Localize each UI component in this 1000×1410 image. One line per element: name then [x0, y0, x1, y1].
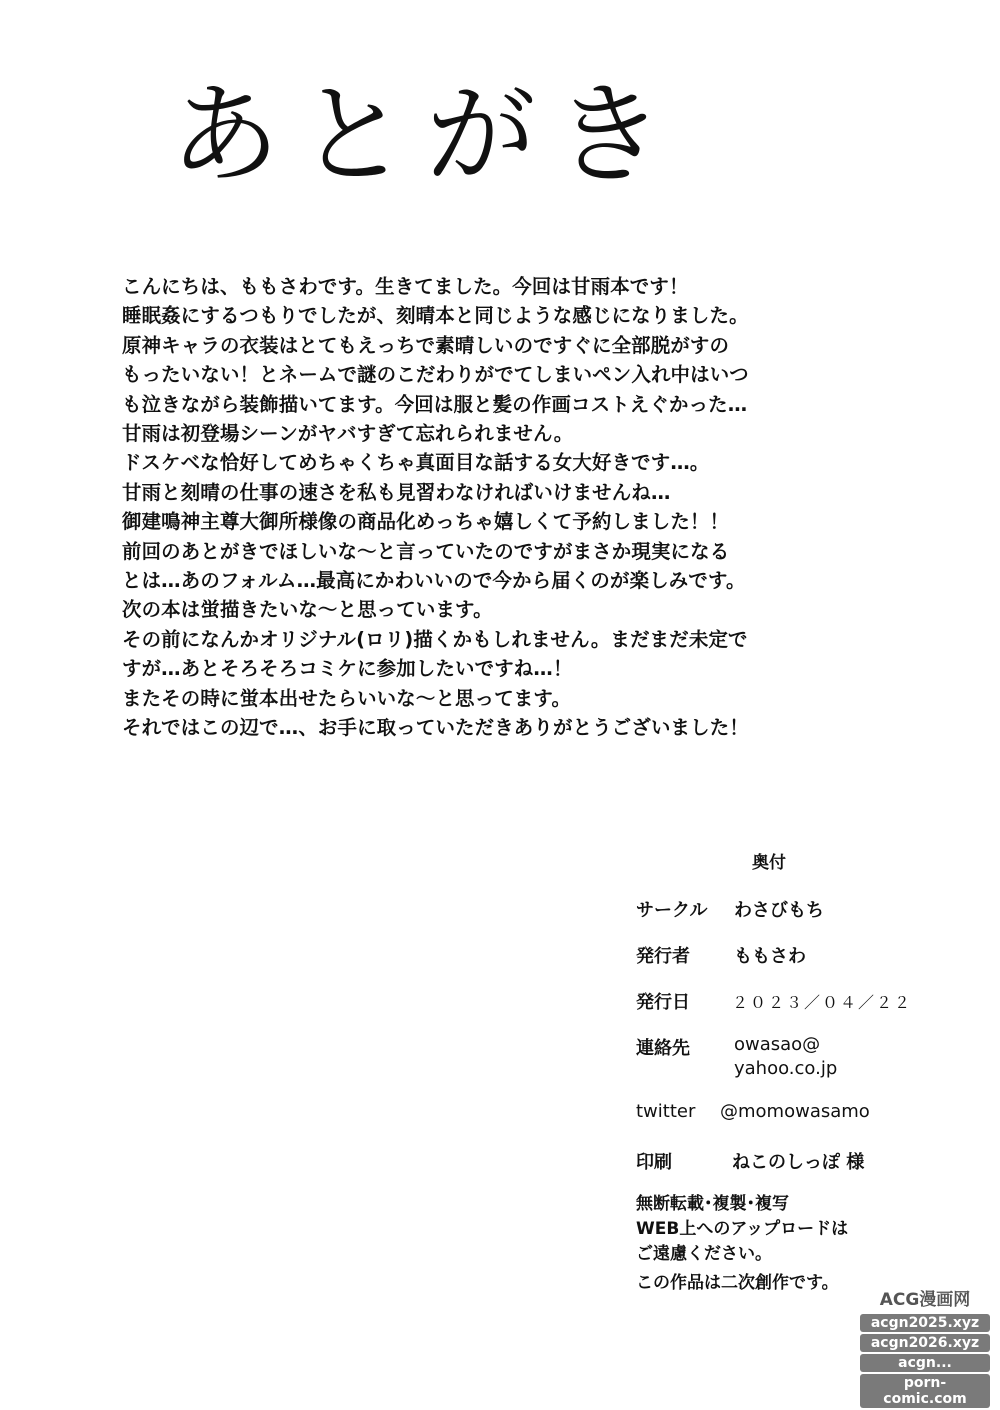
body-line: その前になんかオリジナル(ロリ)描くかもしれません。まだまだ未定で: [122, 627, 748, 651]
body-line: 次の本は蛍描きたいな～と思っています。: [122, 598, 493, 622]
body-line: 前回のあとがきでほしいな～と言っていたのですがまさか現実になる: [122, 539, 730, 563]
colophon-row-twitter: [636, 1101, 870, 1122]
watermark-logo: ACG漫画网: [860, 1283, 990, 1312]
body-line: 甘雨は初登場シーンがヤバすぎて忘れられません。: [122, 422, 574, 446]
body-line: も泣きながら装飾描いてます。今回は服と髪の作画コストえぐかった…: [122, 392, 748, 416]
date-label: 発行日: [636, 992, 690, 1013]
body-line: またその時に蛍本出せたらいいな～と思ってます。: [122, 686, 572, 710]
body-line: すが…あとそろそろコミケに参加したいですね…！: [122, 657, 573, 681]
circle-value: わさびもち: [734, 900, 824, 921]
body-line: 原神キャラの衣装はとてもえっちで素晴しいのですぐに全部脱がすの: [122, 333, 730, 357]
watermark-line: acgn2026.xyz: [860, 1334, 990, 1352]
twitter-value: @momowasamo: [720, 1101, 870, 1122]
watermark-line: acgn2025.xyz: [860, 1314, 990, 1332]
body-line: 甘雨と刻晴の仕事の速さを私も見習わなければいけませんね…: [122, 480, 671, 504]
colophon-row-print: [636, 1148, 865, 1174]
contact-value-line1: owasao@: [734, 1034, 821, 1055]
body-line: とは…あのフォルム…最高にかわいいので今から届くのが楽しみです。: [122, 569, 746, 593]
colophon-row-circle: [636, 896, 824, 922]
publisher-value: ももさわ: [734, 946, 806, 967]
body-line: もったいない！とネームで謎のこだわりがでてしまいペン入れ中はいつ: [122, 363, 749, 387]
watermark-line: porn-comic.com: [860, 1374, 990, 1408]
body-line: 睡眠姦にするつもりでしたが、刻晴本と同じような感じになりました。: [122, 304, 749, 328]
afterword-body: [122, 272, 882, 743]
legal-line: WEB上へのアップロードは: [636, 1219, 849, 1239]
print-value: ねこのしっぽ 様: [732, 1152, 865, 1173]
legal-line: この作品は二次創作です。: [636, 1273, 839, 1293]
body-line: それではこの辺で…、お手に取っていただきありがとうございました！: [122, 716, 749, 740]
publisher-label: 発行者: [636, 946, 690, 967]
colophon-row-date: [636, 988, 913, 1014]
twitter-label: twitter: [636, 1101, 696, 1122]
colophon-row-publisher: [636, 942, 806, 968]
body-line: 御建鳴神主尊大御所様像の商品化めっちゃ嬉しくて予約しました！！: [122, 510, 730, 534]
site-watermark: [860, 1283, 990, 1410]
body-line: こんにちは、ももさわです。生きてました。今回は甘雨本です！: [122, 275, 689, 298]
contact-label: 連絡先: [636, 1038, 690, 1059]
circle-label: サークル: [636, 900, 708, 921]
afterword-title: あとがき: [170, 71, 682, 199]
legal-line: ご遠慮ください。: [636, 1244, 772, 1264]
colophon-title: 奥付: [752, 853, 786, 873]
body-line: ドスケベな恰好してめちゃくちゃ真面目な話する女大好きです…。: [122, 451, 710, 475]
legal-notice: [636, 1192, 848, 1296]
print-label: 印刷: [636, 1152, 672, 1173]
date-value: ２０２３／０４／２２: [732, 993, 913, 1012]
colophon-row-contact: [636, 1034, 838, 1079]
legal-line: 無断転載･複製･複写: [636, 1194, 789, 1214]
contact-value-line2: yahoo.co.jp: [734, 1058, 838, 1079]
watermark-line: acgn...: [860, 1354, 990, 1372]
